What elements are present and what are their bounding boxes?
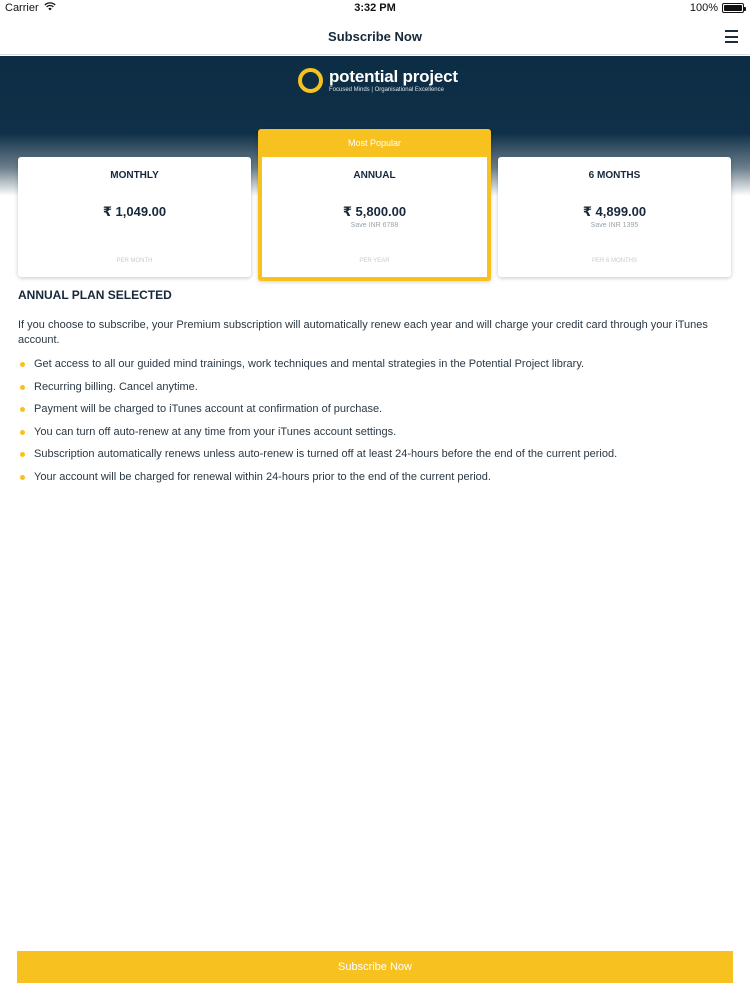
plan-name: 6 MONTHS bbox=[588, 170, 641, 181]
plan-details bbox=[18, 288, 732, 492]
plan-card-annual[interactable] bbox=[258, 129, 491, 281]
brand-tagline: Focused Minds | Organisational Excellence bbox=[329, 87, 444, 93]
feature-text: Recurring billing. Cancel anytime. bbox=[34, 380, 198, 393]
bullet-icon bbox=[20, 430, 25, 435]
feature-list bbox=[18, 357, 732, 485]
plan-card-6-months[interactable] bbox=[498, 157, 731, 277]
subscribe-now-button[interactable]: Subscribe Now bbox=[17, 951, 733, 983]
bullet-icon bbox=[20, 452, 25, 457]
plan-period: PER YEAR bbox=[359, 258, 390, 264]
selected-plan-heading: ANNUAL PLAN SELECTED bbox=[18, 288, 172, 302]
list-item bbox=[18, 380, 732, 395]
feature-text: Payment will be charged to iTunes account at confirmation of purchase. bbox=[34, 403, 383, 415]
bullet-icon bbox=[20, 385, 25, 390]
list-item bbox=[18, 425, 732, 440]
list-item bbox=[18, 470, 732, 485]
bullet-icon bbox=[20, 362, 25, 367]
plan-price: ₹ 5,800.00 bbox=[342, 204, 407, 219]
battery-percent: 100% bbox=[689, 2, 718, 14]
logo-ring-icon bbox=[298, 68, 323, 93]
feature-text: Your account will be charged for renewal within 24-hours prior to the end of the current period. bbox=[34, 470, 491, 483]
navigation-bar bbox=[0, 18, 750, 55]
feature-text: Get access to all our guided mind trainings, work techniques and mental strategies in the Potential Project library. bbox=[34, 358, 585, 370]
battery-icon bbox=[722, 3, 744, 13]
plan-savings: Save INR 1395 bbox=[590, 222, 639, 229]
list-item bbox=[18, 357, 732, 372]
plan-period: PER MONTH bbox=[116, 258, 153, 264]
feature-text: You can turn off auto-renew at any time from your iTunes account settings. bbox=[34, 425, 397, 438]
plan-savings: Save INR 6788 bbox=[350, 222, 399, 229]
hamburger-menu-icon[interactable] bbox=[725, 30, 738, 43]
plan-name: ANNUAL bbox=[353, 170, 396, 181]
status-time: 3:32 PM bbox=[354, 2, 396, 14]
most-popular-badge: Most Popular bbox=[347, 138, 402, 148]
feature-text: Subscription automatically renews unless auto-renew is turned off at least 24-hours before the end of the current period. bbox=[34, 448, 618, 460]
plan-name: MONTHLY bbox=[110, 170, 159, 181]
bullet-icon bbox=[20, 407, 25, 412]
plan-period: PER 6 MONTHS bbox=[591, 258, 637, 264]
status-bar bbox=[0, 0, 750, 18]
status-right bbox=[690, 2, 744, 14]
logo-text bbox=[329, 68, 458, 93]
plan-price: ₹ 1,049.00 bbox=[102, 204, 167, 219]
battery-fill bbox=[724, 5, 742, 11]
brand-logo bbox=[298, 68, 458, 93]
list-item bbox=[18, 402, 732, 417]
plan-price: ₹ 4,899.00 bbox=[582, 204, 647, 219]
page-title: Subscribe Now bbox=[328, 29, 422, 44]
brand-name: potential project bbox=[329, 67, 458, 86]
plan-card-annual-body bbox=[262, 157, 487, 277]
carrier-label: Carrier bbox=[5, 2, 39, 14]
subscription-intro: If you choose to subscribe, your Premium subscription will automatically renew each year and will charge your credit card through your iTunes account. bbox=[18, 319, 708, 346]
list-item bbox=[18, 447, 732, 462]
plan-card-monthly[interactable] bbox=[18, 157, 251, 277]
bullet-icon bbox=[20, 475, 25, 480]
